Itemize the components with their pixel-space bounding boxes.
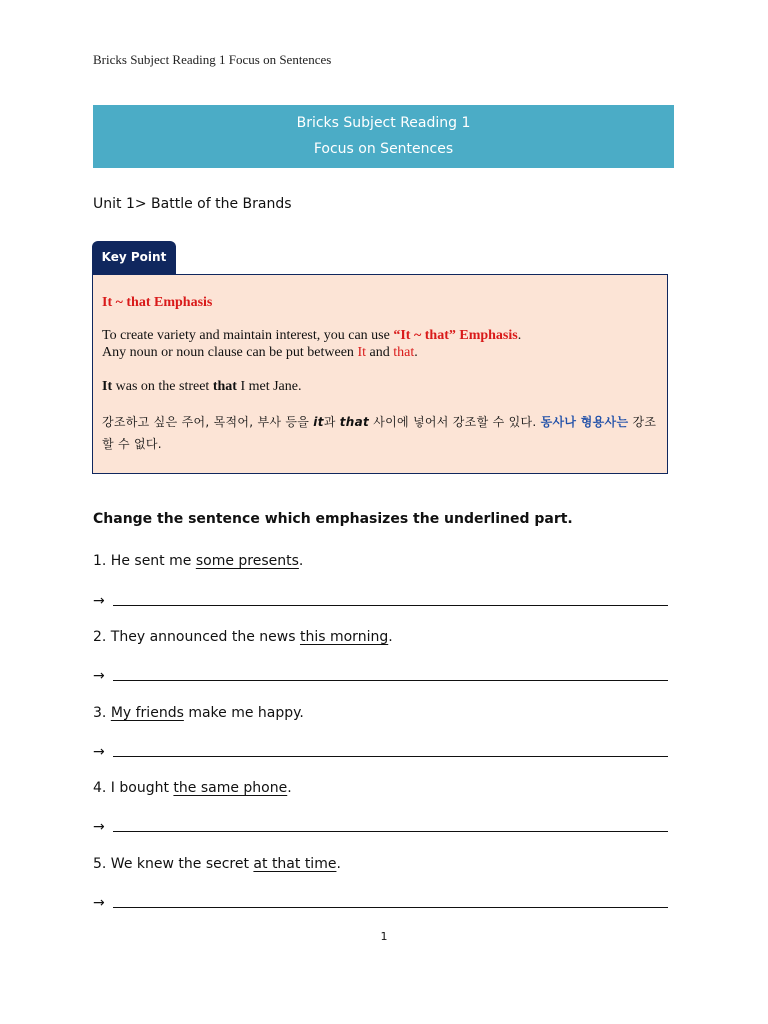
text: 사이에 넣어서 강조할 수 있다. <box>369 415 541 429</box>
korean-highlight: 동사나 형용사는 <box>540 415 629 429</box>
that-keyword: that <box>212 379 237 394</box>
exercise-text: . <box>388 629 393 645</box>
page-number: 1 <box>380 930 388 943</box>
underlined-part: this morning <box>299 629 389 645</box>
exercise-text: 4. I bought <box>93 780 174 796</box>
exercise-item <box>93 553 303 569</box>
key-point-heading: It ~ that Emphasis <box>102 295 213 310</box>
answer-line[interactable] <box>93 816 668 838</box>
text: 과 <box>323 415 340 429</box>
exercise-text: make me happy. <box>183 705 304 721</box>
banner-subtitle: Focus on Sentences <box>313 141 454 157</box>
key-point-box <box>92 274 668 474</box>
it-keyword: it <box>313 415 324 429</box>
exercise-text: . <box>298 553 304 569</box>
exercise-instruction: Change the sentence which emphasizes the underlined part. <box>93 511 573 527</box>
arrow-icon: → <box>93 668 105 684</box>
running-header: Bricks Subject Reading 1 Focus on Sentences <box>93 52 332 67</box>
answer-rule <box>113 907 668 908</box>
key-point-line-1 <box>102 327 658 344</box>
emphasis-highlight: “It ~ that” Emphasis <box>393 328 518 343</box>
exercise-text: . <box>287 780 292 796</box>
arrow-icon: → <box>93 895 105 911</box>
text: I met Jane. <box>236 379 302 394</box>
text: and <box>366 345 394 360</box>
answer-rule <box>113 605 668 606</box>
arrow-icon: → <box>93 744 105 760</box>
banner-title: Bricks Subject Reading 1 <box>296 115 471 131</box>
exercise-text: 1. He sent me <box>93 553 196 569</box>
it-keyword: It <box>357 345 366 360</box>
exercise-text: 5. We knew the secret <box>93 856 254 872</box>
title-banner <box>93 105 674 168</box>
answer-line[interactable] <box>93 590 668 612</box>
text: Any noun or noun clause can be put between <box>102 345 358 360</box>
key-point-example <box>102 378 658 395</box>
exercise-item <box>93 856 341 872</box>
it-keyword: It <box>102 379 113 394</box>
exercise-item <box>93 705 304 721</box>
answer-line[interactable] <box>93 741 668 763</box>
answer-rule <box>113 680 668 681</box>
that-keyword: that <box>393 345 415 360</box>
answer-rule <box>113 831 668 832</box>
key-point-line-2 <box>102 344 658 361</box>
answer-line[interactable] <box>93 892 668 914</box>
exercise-item <box>93 629 393 645</box>
text: . <box>517 328 522 343</box>
key-point-tab: Key Point <box>92 241 176 274</box>
underlined-part: at that time <box>253 856 337 872</box>
unit-title: Unit 1> Battle of the Brands <box>93 196 292 212</box>
answer-rule <box>113 756 668 757</box>
key-point-korean-note <box>102 411 658 455</box>
exercise-text: 3. <box>93 705 111 721</box>
arrow-icon: → <box>93 593 105 609</box>
underlined-part: My friends <box>110 705 184 721</box>
text: 강조하고 싶은 주어, 목적어, 부사 등을 <box>102 415 314 429</box>
exercise-item <box>93 780 292 796</box>
underlined-part: the same phone <box>173 780 288 796</box>
underlined-part: some presents <box>195 553 299 569</box>
text: 강조할 수 없다. <box>102 415 657 451</box>
arrow-icon: → <box>93 819 105 835</box>
answer-line[interactable] <box>93 665 668 687</box>
text: was on the street <box>112 379 213 394</box>
text: To create variety and maintain interest, you can use <box>102 328 394 343</box>
text: . <box>414 345 418 360</box>
exercise-text: . <box>336 856 341 872</box>
that-keyword: that <box>339 415 370 429</box>
exercise-text: 2. They announced the news <box>93 629 300 645</box>
